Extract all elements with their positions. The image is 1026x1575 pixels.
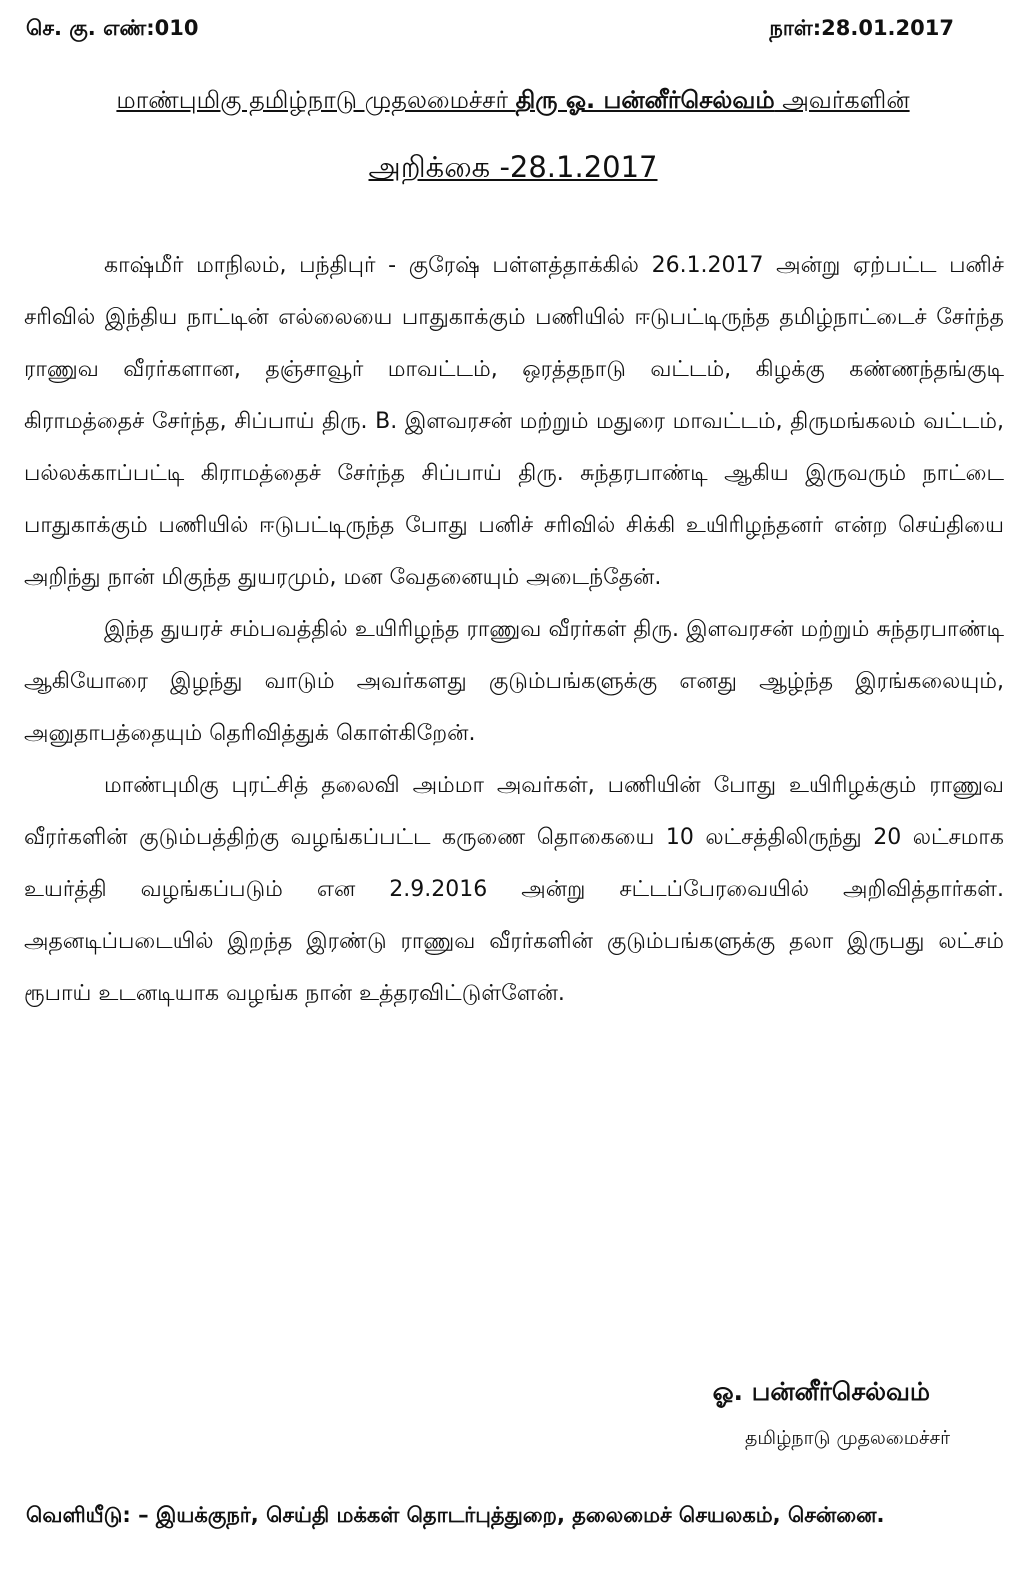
statement-title — [0, 86, 1026, 117]
paragraph-2: இந்த துயரச் சம்பவத்தில் உயிரிழந்த ராணுவ வீரர்கள் திரு. இளவரசன் மற்றும் சுந்தரபாண்டி ஆகியோரை இழந்து வாடும் அவர்களது குடும்பங்களுக்கு எனது ஆழ்ந்த இரங்கலையும், அனுதாபத்தையும் தெரிவித்துக் கொள்கிறேன். — [24, 617, 1004, 746]
title-name: திரு ஓ. பன்னீர்செல்வம் — [515, 86, 775, 114]
paragraph-1: காஷ்மீர் மாநிலம், பந்திபுர் - குரேஷ் பள்ளத்தாக்கில் 26.1.2017 அன்று ஏற்பட்ட பனிச் சரிவில் இந்திய நாட்டின் எல்லையை பாதுகாக்கும் பணியில் ஈடுபட்டிருந்த தமிழ்நாட்டைச் சேர்ந்த ராணுவ வீரர்களான, தஞ்சாவூர் மாவட்டம், ஒரத்தநாடு வட்டம், கிழக்கு கண்ணந்தங்குடி கிராமத்தைச் சேர்ந்த, சிப்பாய் திரு. B. இளவரசன் மற்றும் மதுரை மாவட்டம், திருமங்கலம் வட்டம், பல்லக்காப்பட்டி கிராமத்தைச் சேர்ந்த சிப்பாய் திரு. சுந்தரபாண்டி ஆகிய இருவரும் நாட்டை பாதுகாக்கும் பணியில் ஈடுபட்டிருந்த போது பனிச் சரிவில் சிக்கி உயிரிழந்தனர் என்ற செய்தியை அறிந்து நான் மிகுந்த துயரமும், மன வேதனையும் அடைந்தேன். — [24, 253, 1004, 590]
title-suffix: அவர்களின் — [774, 86, 910, 114]
title-prefix: மாண்புமிகு தமிழ்நாடு முதலமைச்சர் — [116, 86, 516, 114]
statement-body — [24, 240, 1004, 1020]
release-note: வெளியீடு: – இயக்குநர், செய்தி மக்கள் தொடர்புத்துறை, தலைமைச் செயலகம், சென்னை. — [26, 1503, 885, 1527]
document-date: நாள்:28.01.2017 — [769, 16, 954, 40]
reference-number: செ. கு. எண்:010 — [26, 16, 199, 40]
signatory-designation: தமிழ்நாடு முதலமைச்சர் — [745, 1427, 950, 1449]
signatory-name: ஓ. பன்னீர்செல்வம் — [712, 1377, 930, 1406]
statement-subtitle: அறிக்கை -28.1.2017 — [368, 150, 658, 184]
paragraph-3: மாண்புமிகு புரட்சித் தலைவி அம்மா அவர்கள், பணியின் போது உயிரிழக்கும் ராணுவ வீரர்களின் குடும்பத்திற்கு வழங்கப்பட்ட கருணை தொகையை 10 லட்சத்திலிருந்து 20 லட்சமாக உயர்த்தி வழங்கப்படும் என 2.9.2016 அன்று சட்டப்பேரவையில் அறிவித்தார்கள். அதனடிப்படையில் இறந்த இரண்டு ராணுவ வீரர்களின் குடும்பங்களுக்கு தலா இருபது லட்சம் ரூபாய் உடனடியாக வழங்க நான் உத்தரவிட்டுள்ளேன். — [24, 773, 1004, 1006]
